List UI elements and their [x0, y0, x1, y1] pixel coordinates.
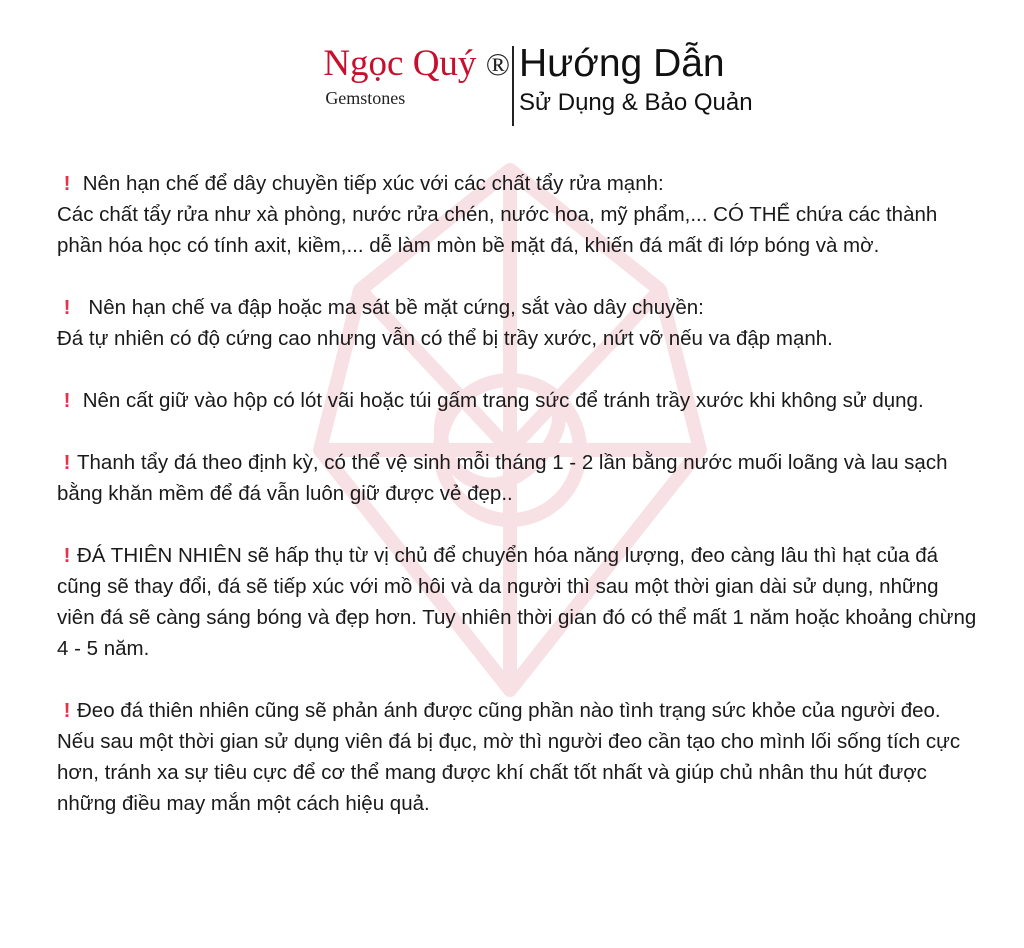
- instruction-heading-text: Thanh tẩy đá theo định kỳ, có thể vệ sinh mỗi tháng 1 - 2 lần bằng nước muối loãng và lau sạch bằng khăn mềm để đá vẫn luôn giữ được vẻ đẹp..: [57, 451, 948, 505]
- instruction-heading-text: Nên cất giữ vào hộp có lót vãi hoặc túi gấm trang sức để tránh trầy xước khi không sử dụng.: [82, 389, 924, 412]
- exclamation-icon: !: [63, 451, 71, 474]
- exclamation-icon: !: [63, 172, 71, 195]
- instruction-heading: [57, 695, 977, 726]
- header: [0, 40, 1024, 140]
- instruction-item: [57, 385, 977, 416]
- instruction-heading: [57, 292, 977, 323]
- exclamation-icon: !: [63, 544, 71, 567]
- care-instructions: [57, 168, 977, 850]
- page-subtitle: Sử Dụng & Bảo Quản: [519, 89, 753, 116]
- instruction-item: [57, 540, 977, 664]
- instruction-heading-text: Nên hạn chế va đập hoặc ma sát bề mặt cứng, sắt vào dây chuyền:: [88, 296, 704, 319]
- brand-logo: [323, 40, 510, 108]
- instruction-heading: [57, 447, 977, 509]
- brand-name-text: Ngọc Quý: [323, 43, 477, 84]
- registered-mark: ®: [485, 46, 510, 82]
- instruction-body: Các chất tẩy rửa như xà phòng, nước rửa chén, nước hoa, mỹ phẩm,... CÓ THỂ chứa các thành phần hóa học có tính axit, kiềm,... dễ làm mòn bề mặt đá, khiến đá mất đi lớp bóng và mờ.: [57, 203, 938, 257]
- instruction-heading-text: Nên hạn chế để dây chuyền tiếp xúc với các chất tẩy rửa mạnh:: [82, 172, 664, 195]
- instruction-body: Nếu sau một thời gian sử dụng viên đá bị đục, mờ thì người đeo cần tạo cho mình lối sống tích cực hơn, tránh xa sự tiêu cực để cơ thể mang được khí chất tốt nhất và giúp chủ nhân thu hút được những điều may mắn một cách hiệu quả.: [57, 730, 961, 815]
- instruction-item: [57, 292, 977, 354]
- page-title: Hướng Dẫn: [519, 42, 725, 85]
- exclamation-icon: !: [63, 699, 71, 722]
- instruction-heading: [57, 385, 977, 416]
- instruction-body: Đá tự nhiên có độ cứng cao nhưng vẫn có thể bị trầy xước, nứt vỡ nếu va đập mạnh.: [57, 327, 833, 350]
- brand-subtitle: Gemstones: [325, 88, 406, 108]
- exclamation-icon: !: [63, 389, 71, 412]
- exclamation-icon: !: [63, 296, 71, 319]
- brand-name: [323, 40, 510, 88]
- instruction-heading-text: Đeo đá thiên nhiên cũng sẽ phản ánh được cũng phần nào tình trạng sức khỏe của người đeo.: [77, 699, 941, 722]
- instruction-item: [57, 695, 977, 819]
- instruction-item: [57, 447, 977, 509]
- header-divider: [512, 46, 514, 126]
- instruction-heading: [57, 168, 977, 199]
- guide-heading: [519, 40, 753, 118]
- instruction-item: [57, 168, 977, 261]
- instruction-heading: [57, 540, 977, 664]
- instruction-heading-text: ĐÁ THIÊN NHIÊN sẽ hấp thụ từ vị chủ để chuyển hóa năng lượng, đeo càng lâu thì hạt của đá cũng sẽ thay đổi, đá sẽ tiếp xúc với mồ hôi và da người thì sau một thời gian dài sử dụng, những viên đá sẽ càng sáng bóng và đẹp hơn. Tuy nhiên thời gian đó có thể mất 1 năm hoặc khoảng chừng 4 - 5 năm.: [57, 544, 977, 660]
